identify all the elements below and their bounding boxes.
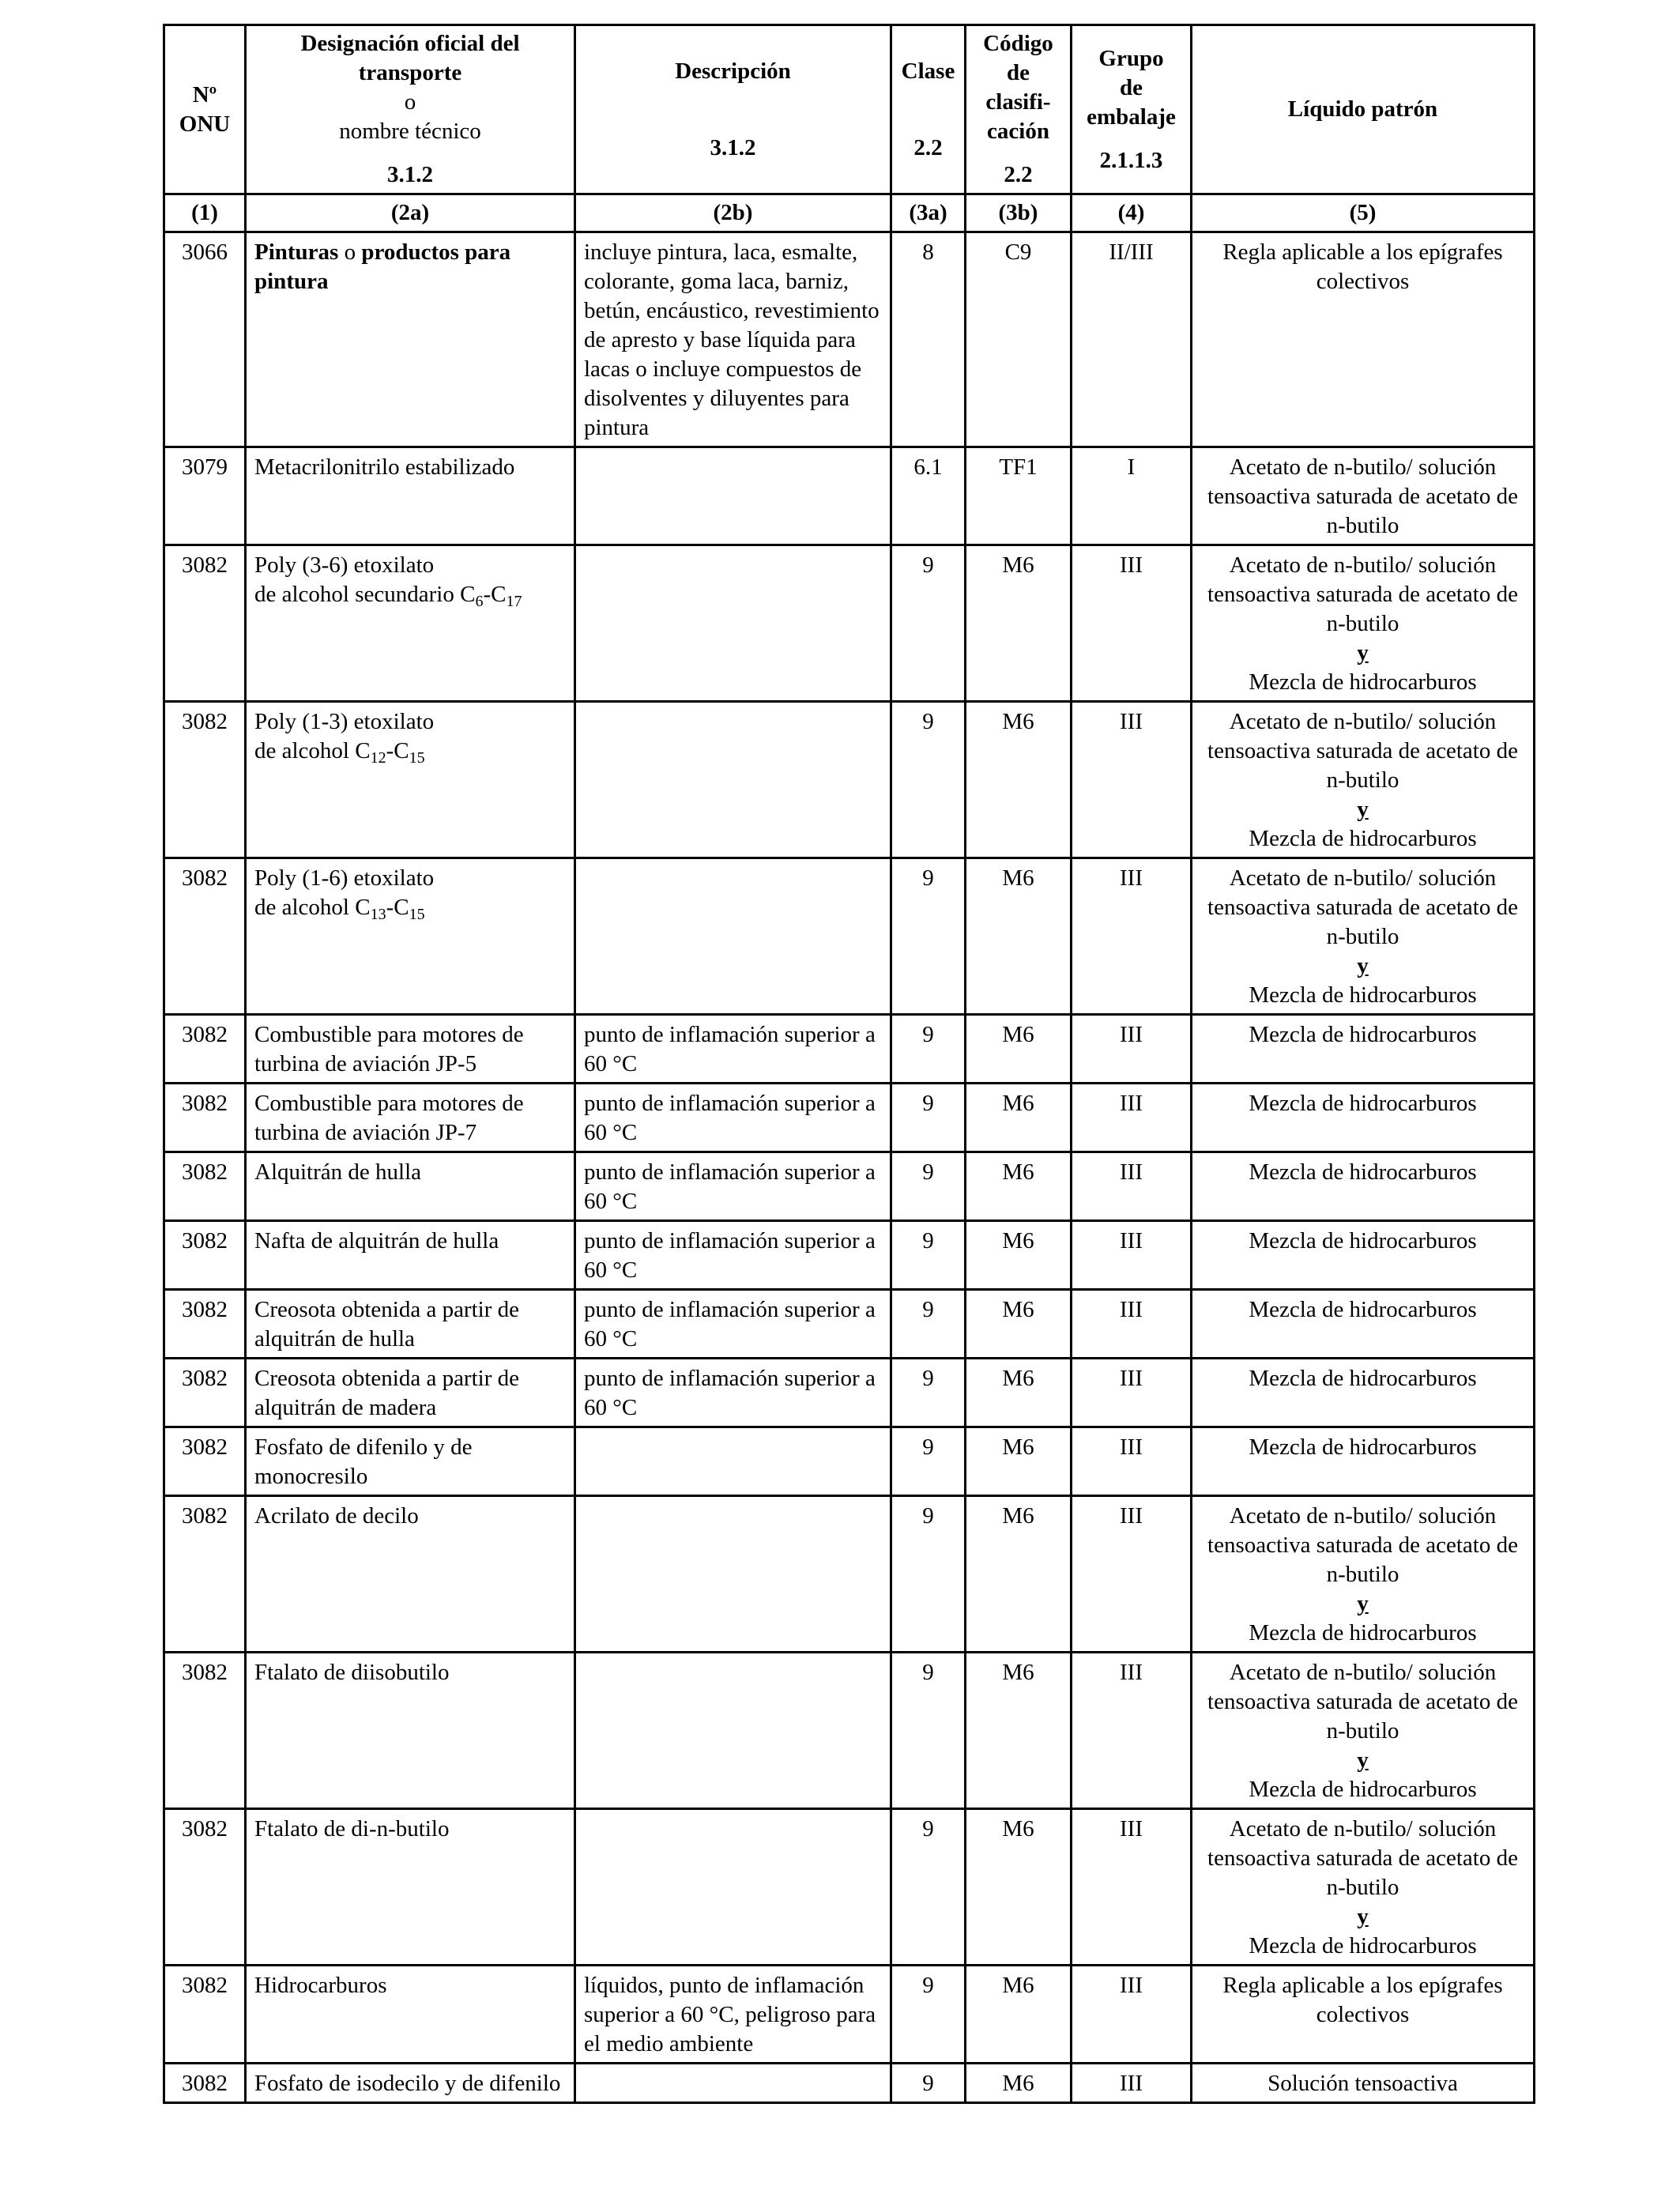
class: 9 [891,545,966,702]
class: 9 [891,1653,966,1809]
shipping-name: Alquitrán de hulla [246,1152,575,1221]
shipping-name: Poly (1-3) etoxilato de alcohol $C_{12}-C_{15}$ [246,702,575,858]
packing-group: III [1072,1221,1192,1290]
column-number: (2a) [246,194,575,232]
description: punto de inflamación superior a 60 °C [575,1015,891,1084]
column-number: (2b) [575,194,891,232]
classification-code: M6 [966,1653,1072,1809]
shipping-name: Pinturas o productos para pintura [246,232,575,447]
classification-code: M6 [966,1359,1072,1427]
column-number: (4) [1072,194,1192,232]
class: 9 [891,1359,966,1427]
description [575,1496,891,1653]
class: 9 [891,1966,966,2064]
table-row [164,1221,1535,1290]
class: 8 [891,232,966,447]
un-number: 3066 [164,232,246,447]
table-row [164,1290,1535,1359]
description [575,1653,891,1809]
class: 9 [891,1015,966,1084]
description: punto de inflamación superior a 60 °C [575,1221,891,1290]
description: punto de inflamación superior a 60 °C [575,1084,891,1152]
column-number: (3a) [891,194,966,232]
header-class: Clase 2.2 [891,25,966,194]
packing-group: III [1072,1496,1192,1653]
un-number: 3082 [164,545,246,702]
column-number-row [164,194,1535,232]
packing-group: III [1072,1084,1192,1152]
table-row [164,1359,1535,1427]
classification-code: M6 [966,1427,1072,1496]
header-packing-group: Grupo de embalaje 2.1.1.3 [1072,25,1192,194]
standard-liquid: Regla aplicable a los epígrafes colectivos [1192,232,1535,447]
class: 9 [891,1152,966,1221]
classification-code: M6 [966,1966,1072,2064]
column-number: (1) [164,194,246,232]
standard-liquid: Acetato de n-butilo/ solución tensoactiva saturada de acetato de n-butilo y Mezcla de hidrocarburos [1192,545,1535,702]
classification-code: M6 [966,1152,1072,1221]
table-row [164,858,1535,1015]
classification-code: M6 [966,858,1072,1015]
standard-liquid: Mezcla de hidrocarburos [1192,1427,1535,1496]
un-number: 3082 [164,2064,246,2103]
standard-liquid: Acetato de n-butilo/ solución tensoactiva saturada de acetato de n-butilo y Mezcla de hidrocarburos [1192,1809,1535,1966]
shipping-name: Metacrilonitrilo estabilizado [246,447,575,545]
packing-group: I [1072,447,1192,545]
standard-liquid: Acetato de n-butilo/ solución tensoactiva saturada de acetato de n-butilo y Mezcla de hidrocarburos [1192,1653,1535,1809]
table-row [164,447,1535,545]
header-description: Descripción 3.1.2 [575,25,891,194]
class: 9 [891,2064,966,2103]
shipping-name: Hidrocarburos [246,1966,575,2064]
un-number: 3082 [164,1427,246,1496]
classification-code: C9 [966,232,1072,447]
standard-liquid: Acetato de n-butilo/ solución tensoactiva saturada de acetato de n-butilo y Mezcla de hidrocarburos [1192,1496,1535,1653]
packing-group: III [1072,1653,1192,1809]
standard-liquid: Mezcla de hidrocarburos [1192,1359,1535,1427]
un-number: 3082 [164,1015,246,1084]
header-shipping-name: Designación oficial del transporte o nombre técnico 3.1.2 [246,25,575,194]
table-row [164,702,1535,858]
packing-group: III [1072,858,1192,1015]
standard-liquid: Acetato de n-butilo/ solución tensoactiva saturada de acetato de n-butilo y Mezcla de hidrocarburos [1192,858,1535,1015]
description [575,447,891,545]
classification-code: M6 [966,1015,1072,1084]
table-row [164,1152,1535,1221]
un-number: 3082 [164,1809,246,1966]
table-row [164,1084,1535,1152]
shipping-name: Nafta de alquitrán de hulla [246,1221,575,1290]
table-row [164,1653,1535,1809]
shipping-name: Creosota obtenida a partir de alquitrán de hulla [246,1290,575,1359]
un-number: 3079 [164,447,246,545]
classification-code: M6 [966,2064,1072,2103]
description: punto de inflamación superior a 60 °C [575,1152,891,1221]
table-row [164,1427,1535,1496]
shipping-name: Ftalato de di-n-butilo [246,1809,575,1966]
packing-group: III [1072,1015,1192,1084]
standard-liquid: Mezcla de hidrocarburos [1192,1290,1535,1359]
table-row [164,232,1535,447]
standard-liquid: Regla aplicable a los epígrafes colectivos [1192,1966,1535,2064]
packing-group: III [1072,1152,1192,1221]
standard-liquid: Acetato de n-butilo/ solución tensoactiva saturada de acetato de n-butilo [1192,447,1535,545]
classification-code: TF1 [966,447,1072,545]
classification-code: M6 [966,545,1072,702]
classification-code: M6 [966,1084,1072,1152]
standard-liquid: Acetato de n-butilo/ solución tensoactiva saturada de acetato de n-butilo y Mezcla de hidrocarburos [1192,702,1535,858]
shipping-name: Combustible para motores de turbina de aviación JP-5 [246,1015,575,1084]
table-row [164,1809,1535,1966]
un-number: 3082 [164,1966,246,2064]
description: líquidos, punto de inflamación superior a 60 °C, peligroso para el medio ambiente [575,1966,891,2064]
packing-group: III [1072,1290,1192,1359]
packing-group: III [1072,1966,1192,2064]
shipping-name: Fosfato de difenilo y de monocresilo [246,1427,575,1496]
un-number: 3082 [164,1084,246,1152]
un-number: 3082 [164,702,246,858]
un-number: 3082 [164,1221,246,1290]
packing-group: III [1072,702,1192,858]
description [575,1809,891,1966]
un-number: 3082 [164,858,246,1015]
table-row [164,1966,1535,2064]
class: 9 [891,1290,966,1359]
packing-group: III [1072,1809,1192,1966]
class: 9 [891,1496,966,1653]
standard-liquid: Mezcla de hidrocarburos [1192,1152,1535,1221]
packing-group: III [1072,1359,1192,1427]
column-number: (5) [1192,194,1535,232]
packing-group: III [1072,545,1192,702]
packing-group: III [1072,1427,1192,1496]
standard-liquid: Mezcla de hidrocarburos [1192,1221,1535,1290]
description: incluye pintura, laca, esmalte, colorante, goma laca, barniz, betún, encáustico, revestimiento de apresto y base líquida para lacas o incluye compuestos de disolventes y diluyentes para pintura [575,232,891,447]
un-number: 3082 [164,1290,246,1359]
classification-code: M6 [966,702,1072,858]
class: 9 [891,1084,966,1152]
table-row [164,1015,1535,1084]
class: 6.1 [891,447,966,545]
shipping-name: Poly (1-6) etoxilato de alcohol $C_{13}-C_{15}$ [246,858,575,1015]
un-number: 3082 [164,1359,246,1427]
table-row [164,1496,1535,1653]
packing-group: II/III [1072,232,1192,447]
description: punto de inflamación superior a 60 °C [575,1290,891,1359]
standard-liquid: Solución tensoactiva [1192,2064,1535,2103]
packing-group: III [1072,2064,1192,2103]
shipping-name: Fosfato de isodecilo y de difenilo [246,2064,575,2103]
description [575,858,891,1015]
un-number: 3082 [164,1653,246,1809]
standard-liquid: Mezcla de hidrocarburos [1192,1084,1535,1152]
header-classification-code: Código de clasifi- cación 2.2 [966,25,1072,194]
header-standard-liquid: Líquido patrón [1192,25,1535,194]
description: punto de inflamación superior a 60 °C [575,1359,891,1427]
classification-code: M6 [966,1290,1072,1359]
table-row [164,545,1535,702]
shipping-name: Acrilato de decilo [246,1496,575,1653]
shipping-name: Ftalato de diisobutilo [246,1653,575,1809]
shipping-name: Poly (3-6) etoxilato de alcohol secundario $C_6-C_{17}$ [246,545,575,702]
un-number: 3082 [164,1152,246,1221]
un-number: 3082 [164,1496,246,1653]
class: 9 [891,1809,966,1966]
header-un-no: Nº ONU [164,25,246,194]
description [575,702,891,858]
description [575,545,891,702]
class: 9 [891,1427,966,1496]
shipping-name: Combustible para motores de turbina de aviación JP-7 [246,1084,575,1152]
classification-code: M6 [966,1496,1072,1653]
column-number: (3b) [966,194,1072,232]
description [575,1427,891,1496]
class: 9 [891,1221,966,1290]
header-row [164,25,1535,194]
classification-code: M6 [966,1809,1072,1966]
class: 9 [891,702,966,858]
table-row [164,2064,1535,2103]
substances-table [163,24,1535,2104]
standard-liquid: Mezcla de hidrocarburos [1192,1015,1535,1084]
description [575,2064,891,2103]
class: 9 [891,858,966,1015]
classification-code: M6 [966,1221,1072,1290]
shipping-name: Creosota obtenida a partir de alquitrán de madera [246,1359,575,1427]
